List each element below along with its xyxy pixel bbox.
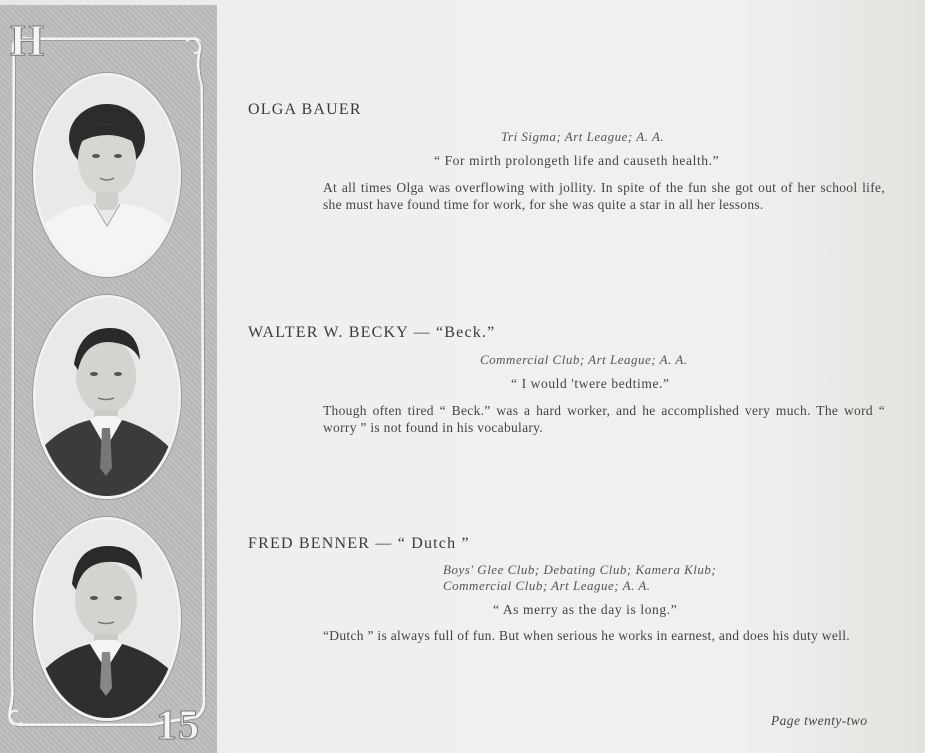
student-description: Though often tired “ Beck.” was a hard worker, and he accomplished very much. The word “ worry ” is not found in his vocabulary.: [323, 403, 885, 435]
student-description: At all times Olga was overflowing with jollity. In spite of the fun she got out of her school life, she must have found time for work, for she was quite a star in all her lessons.: [323, 180, 885, 212]
student-motto: “ For mirth prolongeth life and causeth health.”: [434, 153, 720, 168]
student-clubs: Boys' Glee Club; Debating Club; Kamera Klub;: [443, 562, 717, 577]
student-name: WALTER W. BECKY — “Beck.”: [248, 324, 496, 341]
portrait-olga-bauer: [33, 73, 181, 277]
portrait-fred-benner: [33, 517, 181, 721]
student-clubs: Commercial Club; Art League; A. A.: [480, 352, 688, 367]
portrait-walter-becky: [33, 295, 181, 499]
letter-h-ornament: H: [10, 16, 46, 65]
year-number-ornament: 15: [156, 703, 200, 749]
page-number: Page twenty-two: [771, 713, 868, 728]
student-description: “Dutch ” is always full of fun. But when serious he works in earnest, and does his duty well.: [323, 628, 850, 643]
decorative-side-strip: [0, 5, 217, 753]
student-motto: “ As merry as the day is long.”: [493, 602, 678, 617]
student-motto: “ I would 'twere bedtime.”: [511, 376, 670, 391]
student-clubs: Tri Sigma; Art League; A. A.: [501, 129, 665, 144]
student-name: FRED BENNER — “ Dutch ”: [248, 535, 470, 552]
student-name: OLGA BAUER: [248, 101, 362, 118]
student-clubs: Commercial Club; Art League; A. A.: [443, 578, 651, 593]
